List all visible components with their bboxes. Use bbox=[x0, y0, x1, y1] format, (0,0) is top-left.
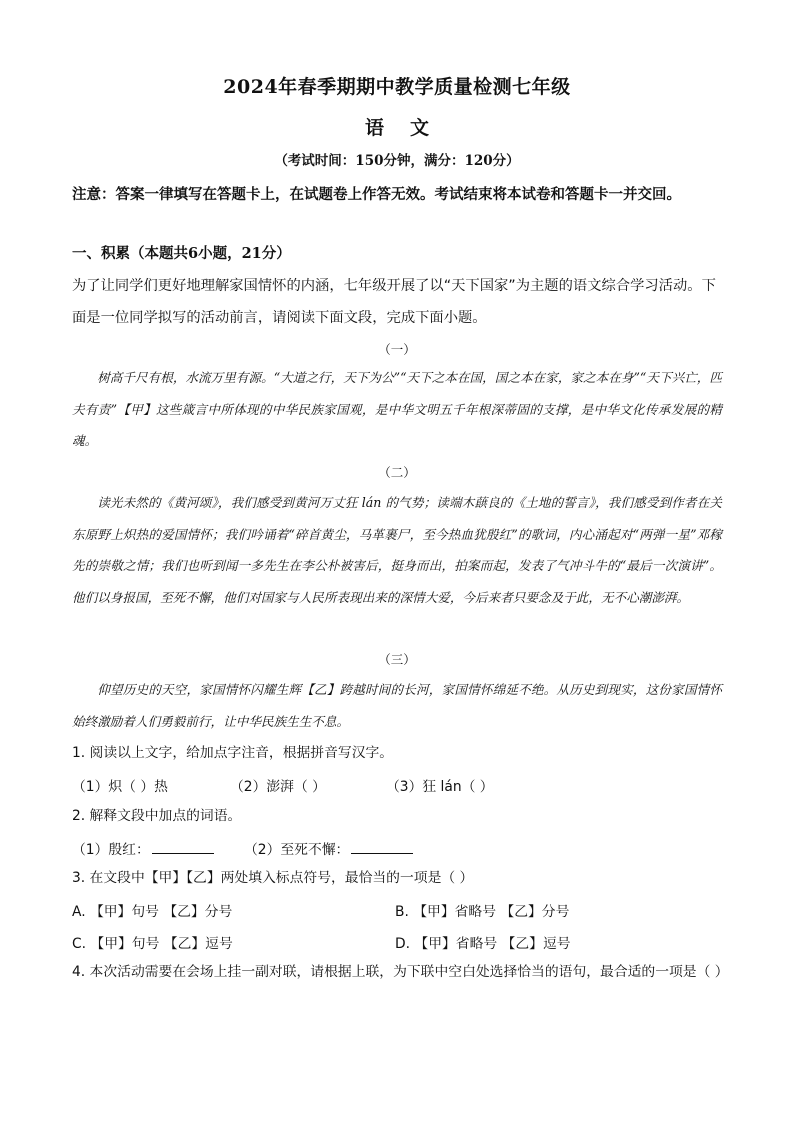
question-4: 4. 本次活动需要在会场上挂一副对联，请根据上联，为下联中空白处选择恰当的语句，最合适的一项是（ ） bbox=[72, 964, 729, 980]
passage-part2-label: （二） bbox=[378, 465, 416, 480]
section-intro: 为了让同学们更好地理解家国情怀的内涵，七年级开展了以“天下国家”为主题的语文综合学习活动。下面是一位同学拟写的活动前言，请阅读下面文段，完成下面小题。 bbox=[72, 278, 716, 326]
question-3: 3. 在文段中【甲】【乙】两处填入标点符号，最恰当的一项是（ ） bbox=[72, 870, 474, 886]
exam-title: 2024年春季期期中教学质量检测七年级 bbox=[223, 76, 571, 98]
subject-title: 语文 bbox=[364, 117, 455, 139]
question-2-item-b-label: （2）至死不懈： bbox=[244, 842, 350, 858]
question-1: 1. 阅读以上文字，给加点字注音，根据拼音写汉字。 bbox=[72, 745, 394, 761]
passage-part1: 树高千尺有根，水流万里有源。“大道之行，天下为公”“天下之本在国，国之本在家，家之本在身”“天下兴亡，匹夫有责”【甲】这些箴言中所体现的中华民族家国观，是中华文明五千年根深蒂固的支撑，是中华文化传承发展的精魂。 bbox=[72, 370, 722, 448]
passage-part3: 仰望历史的天空，家国情怀闪耀生辉【乙】跨越时间的长河，家国情怀绵延不绝。从历史到现实，这份家国情怀始终激励着人们勇毅前行，让中华民族生生不息。 bbox=[72, 682, 722, 729]
question-2: 2. 解释文段中加点的词语。 bbox=[72, 808, 242, 824]
question-1-item-c: （3）狂 lán（ ） bbox=[386, 779, 494, 795]
section-heading: 一、积累（本题共6小题，21分） bbox=[72, 245, 291, 262]
exam-notice: 注意：答案一律填写在答题卡上，在试题卷上作答无效。考试结束将本试卷和答题卡一并交回。 bbox=[72, 186, 681, 203]
option-d: D. 【甲】省略号 【乙】逗号 bbox=[395, 936, 571, 952]
question-1-item-b: （2）澎湃（ ） bbox=[230, 779, 326, 795]
question-2-item-a-label: （1）殷红： bbox=[72, 842, 150, 858]
exam-info: （考试时间：150分钟，满分：120分） bbox=[274, 153, 520, 169]
answer-blank[interactable] bbox=[152, 839, 214, 854]
option-b: B. 【甲】省略号 【乙】分号 bbox=[395, 904, 570, 920]
option-a: A. 【甲】句号 【乙】分号 bbox=[72, 904, 233, 920]
passage-part1-label: （一） bbox=[378, 342, 416, 357]
answer-blank[interactable] bbox=[351, 839, 413, 854]
passage-part2: 读光未然的《黄河颂》，我们感受到黄河万丈狂 lán 的气势；读端木蕻良的《土地的誓言》，我们感受到作者在关东原野上炽热的爱国情怀；我们吟诵着“碎首黄尘，马革裹尸，至今热血犹殷红”的歌词，内心涌起对“两弹一星”邓稼先的崇敬之情；我们也听到闻一多先生在李公朴被害后，挺身而出，拍案而起，发表了气冲斗牛的“最后一次演讲”。他们以身报国，至死不懈，他们对国家与人民所表现出来的深情大爱，今后来者只要念及于此，无不心潮澎湃。 bbox=[72, 495, 722, 605]
question-2-item-a bbox=[72, 838, 214, 858]
question-1-item-a: （1）炽（ ）热 bbox=[72, 779, 168, 795]
question-2-item-b bbox=[244, 838, 413, 858]
passage-part3-label: （三） bbox=[378, 652, 416, 667]
option-c: C. 【甲】句号 【乙】逗号 bbox=[72, 936, 233, 952]
